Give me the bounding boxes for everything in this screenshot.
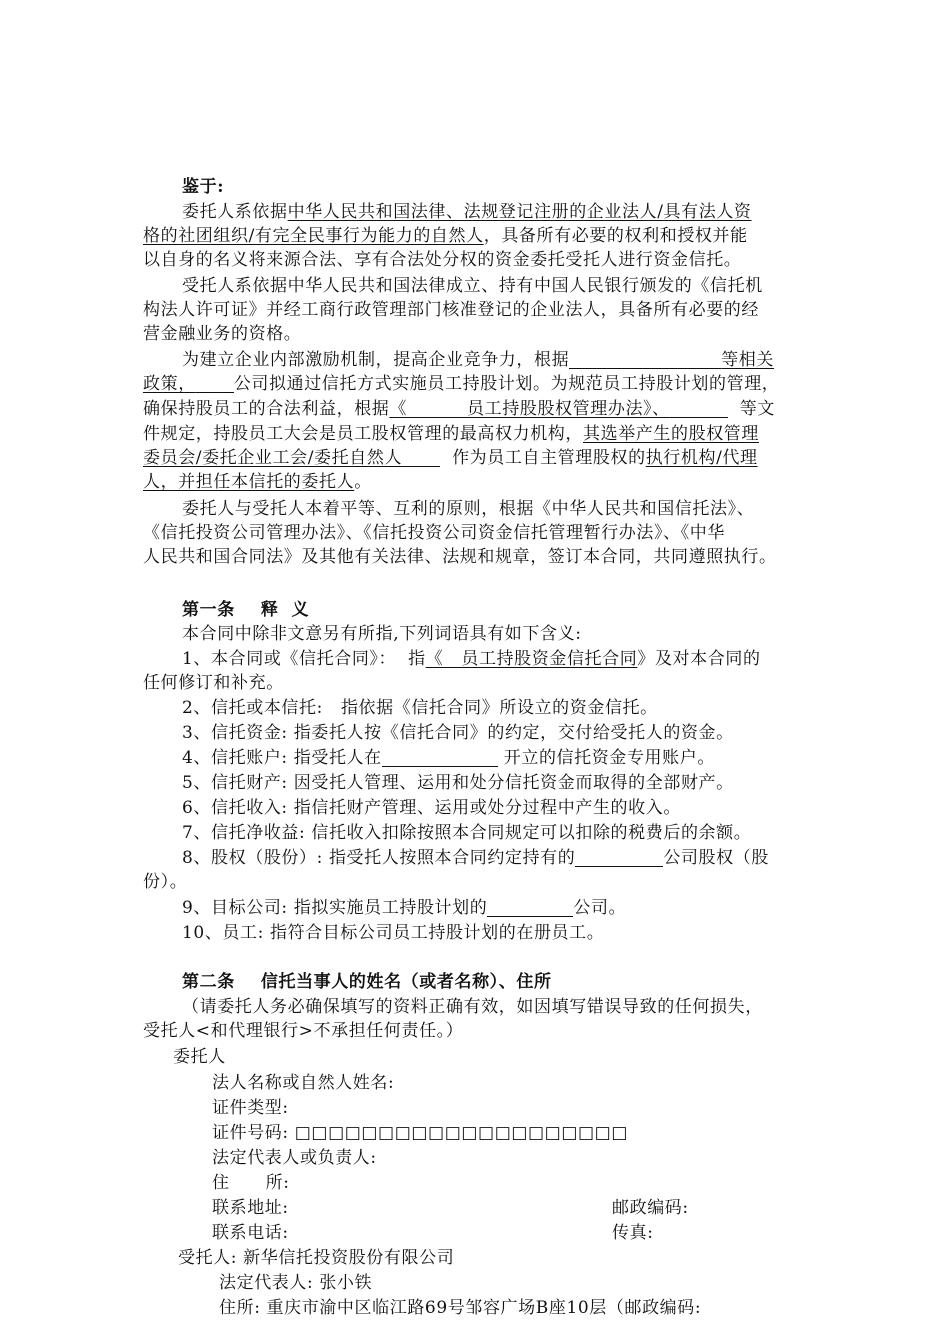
definition-9: 9、目标公司: 指拟实施员工持股计划的 公司。 [182,898,627,918]
preamble-p3-line2: 政策， 公司拟通过信托方式实施员工持股计划。为规范员工持股计划的管理， [143,374,780,394]
settlor-name-field: 法人名称或自然人姓名: [212,1073,395,1093]
preamble-p4-line2: 《信托投资公司管理办法》、《信托投资公司资金信托管理暂行办法》、《中华 [143,523,725,543]
settlor-phone-field: 联系电话: [212,1223,289,1243]
blank-underline [402,448,440,467]
definition-6: 6、信托收入: 指信托财产管理、运用或处分过程中产生的收入。 [182,798,681,818]
preamble-p3-line4: 件规定，持股员工大会是员工股权管理的最高权力机构，其选举产生的股权管理 [143,424,759,444]
definition-3: 3、信托资金: 指委托人按《信托合同》的约定，交付给受托人的资金。 [182,723,734,743]
definition-8: 8、股权（股份）: 指受托人按照本合同约定持有的 公司股权（股 [182,848,769,868]
preamble-p2-line2: 构法人许可证》并经工商行政管理部门核准登记的企业法人，具备所有必要的经 [143,300,759,320]
settlor-residence-field: 住 所: [212,1173,290,1193]
preamble-p3-line5: 委员会/委托企业工会/委托自然人 作为员工自主管理股权的执行机构/代理 [143,448,758,468]
settlor-address-field: 联系地址: [212,1198,289,1218]
preamble-p3-line6: 人，并担任本信托的委托人。 [143,472,372,492]
trustee-address: 住所: 重庆市渝中区临江路69号邹容广场B座10层（邮政编码: [219,1298,702,1318]
article2-note-line1: （请委托人务必确保填写的资料正确有效，如因填写错误导致的任何损失， [182,997,763,1017]
preamble-p3-line1: 为建立企业内部激励机制，提高企业竞争力，根据 等相关 [182,350,775,370]
blank-underline [670,399,728,418]
settlor-legal-rep-field: 法定代表人或负责人: [212,1148,377,1168]
settlor-id-number-field: 证件号码: □□□□□□□□□□□□□□□□□□□□ [212,1123,628,1143]
trustee-line: 受托人: 新华信托投资股份有限公司 [178,1248,455,1268]
definition-5: 5、信托财产: 因受托人管理、运用和处分信托资金而取得的全部财产。 [182,773,734,793]
settlor-fax-field: 传真: [612,1223,654,1243]
settlor-id-type-field: 证件类型: [212,1098,289,1118]
article1-heading: 第一条 释 义 [182,600,310,620]
blank-underline [487,898,573,917]
preamble-p1-line2: 格的社团组织/有完全民事行为能力的自然人，具备所有必要的权利和授权并能 [143,226,748,246]
article2-heading: 第二条 信托当事人的姓名（或者名称）、住所 [182,972,552,992]
definition-2: 2、信托或本信托: 指依据《信托合同》所设立的资金信托。 [182,698,658,718]
preamble-p1-line1: 委托人系依据中华人民共和国法律、法规登记注册的企业法人/具有法人资 [182,202,752,222]
preamble-p2-line3: 营金融业务的资格。 [143,324,302,344]
definition-8-cont: 份）。 [143,872,188,892]
blank-underline [382,748,498,767]
preamble-heading: 鉴于: [182,177,225,197]
blank-underline [569,350,721,369]
preamble-p2-line1: 受托人系依据中华人民共和国法律成立、持有中国人民银行颁发的《信托机 [182,276,763,296]
preamble-p4-line1: 委托人与受托人本着平等、互利的原则，根据《中华人民共和国信托法》、 [182,499,755,519]
preamble-p4-line3: 人民共和国合同法》及其他有关法律、法规和规章，签订本合同，共同遵照执行。 [143,547,777,567]
preamble-p3-line3: 确保持股员工的合法利益，根据《 员工持股股权管理办法》、 等文 [143,399,775,419]
settlor-label: 委托人 [173,1047,226,1067]
id-number-boxes: □□□□□□□□□□□□□□□□□□□□ [294,1123,628,1143]
preamble-p1-line3: 以自身的名义将来源合法、享有合法处分权的资金委托受托人进行资金信托。 [143,250,742,270]
definition-1-cont: 任何修订和补充。 [143,673,284,693]
definition-1: 1、本合同或《信托合同》： 指《 员工持股资金信托合同》及对本合同的 [182,649,761,669]
definition-10: 10、员工: 指符合目标公司员工持股计划的在册员工。 [182,923,605,943]
article2-note-line2: 受托人<和代理银行>不承担任何责任。） [143,1021,464,1041]
definition-7: 7、信托净收益: 信托收入扣除按照本合同规定可以扣除的税费后的余额。 [182,823,752,843]
definition-4: 4、信托账户: 指受托人在 开立的信托资金专用账户。 [182,748,715,768]
trustee-legal-rep: 法定代表人: 张小铁 [219,1273,373,1293]
blank-underline [196,374,234,393]
article1-intro: 本合同中除非文意另有所指,下列词语具有如下含义: [182,624,582,644]
blank-underline [575,848,663,867]
settlor-postcode-field: 邮政编码: [612,1198,689,1218]
